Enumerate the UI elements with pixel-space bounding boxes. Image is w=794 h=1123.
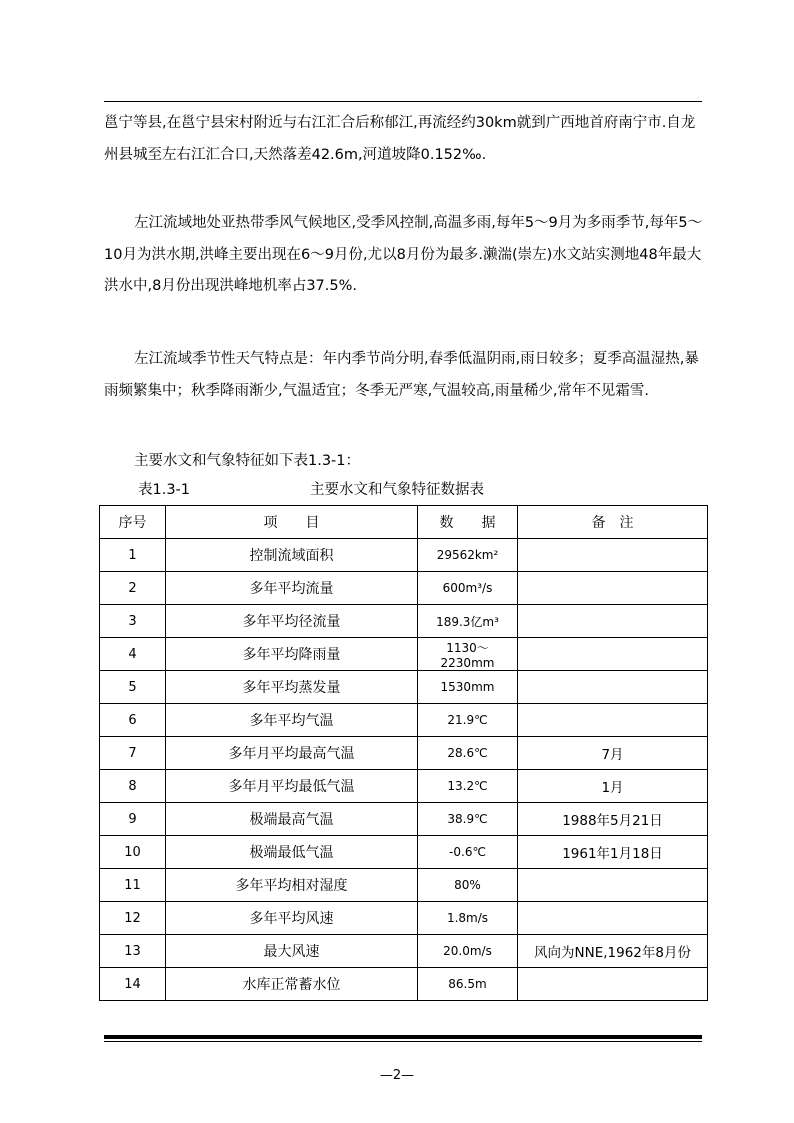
cell-value: 600m³/s xyxy=(418,572,518,605)
cell-item: 极端最高气温 xyxy=(166,803,418,836)
cell-note xyxy=(518,605,708,638)
cell-value: 189.3亿m³ xyxy=(418,605,518,638)
cell-item: 多年月平均最低气温 xyxy=(166,770,418,803)
header-note: 备 注 xyxy=(518,506,708,539)
cell-serial: 6 xyxy=(100,704,166,737)
page-number: —2— xyxy=(379,1068,415,1083)
cell-item: 多年平均风速 xyxy=(166,902,418,935)
table-caption xyxy=(104,478,708,502)
cell-serial: 14 xyxy=(100,968,166,1001)
cell-value: 86.5m xyxy=(418,968,518,1001)
table-row xyxy=(100,935,708,968)
cell-note: 风向为NNE,1962年8月份 xyxy=(518,935,708,968)
cell-value: 13.2℃ xyxy=(418,770,518,803)
cell-value: 21.9℃ xyxy=(418,704,518,737)
table-row xyxy=(100,704,708,737)
cell-note xyxy=(518,671,708,704)
cell-serial: 3 xyxy=(100,605,166,638)
cell-note: 7月 xyxy=(518,737,708,770)
table-caption-title: 主要水文和气象特征数据表 xyxy=(310,482,484,498)
table-row xyxy=(100,572,708,605)
cell-note: 1961年1月18日 xyxy=(518,836,708,869)
hydro-meteo-table xyxy=(99,505,708,1001)
table-row xyxy=(100,968,708,1001)
cell-note xyxy=(518,572,708,605)
cell-item: 多年平均流量 xyxy=(166,572,418,605)
paragraph-flood-season: 左江流域地处亚热带季风气候地区,受季风控制,高温多雨,每年5～9月为多雨季节,每年5～10月为洪水期,洪峰主要出现在6～9月份,尤以8月份为最多.濑湍(崇左)水文站实测地48年最大洪水中,8月份出现洪峰地机率占37.5%. xyxy=(104,215,703,294)
cell-serial: 1 xyxy=(100,539,166,572)
header-value: 数 据 xyxy=(418,506,518,539)
table-row xyxy=(100,869,708,902)
header-serial: 序号 xyxy=(100,506,166,539)
header-item: 项 目 xyxy=(166,506,418,539)
cell-value: 1130～ 2230mm xyxy=(418,638,518,671)
table-row xyxy=(100,902,708,935)
cell-value: 80% xyxy=(418,869,518,902)
cell-value: -0.6℃ xyxy=(418,836,518,869)
cell-item: 多年平均蒸发量 xyxy=(166,671,418,704)
cell-serial: 2 xyxy=(100,572,166,605)
paragraph-table-intro: 主要水文和气象特征如下表1.3-1： xyxy=(134,453,361,469)
table-row xyxy=(100,770,708,803)
cell-note xyxy=(518,704,708,737)
cell-note xyxy=(518,902,708,935)
cell-note xyxy=(518,638,708,671)
cell-serial: 11 xyxy=(100,869,166,902)
cell-note: 1月 xyxy=(518,770,708,803)
paragraph-river-course: 邕宁等县,在邕宁县宋村附近与右江汇合后称郁江,再流经约30km就到广西地首府南宁市.自龙州县城至左右江汇合口,天然落差42.6m,河道坡降0.152‰. xyxy=(104,115,696,163)
cell-item: 多年平均降雨量 xyxy=(166,638,418,671)
cell-item: 多年平均气温 xyxy=(166,704,418,737)
cell-value: 1.8m/s xyxy=(418,902,518,935)
cell-serial: 5 xyxy=(100,671,166,704)
cell-serial: 12 xyxy=(100,902,166,935)
table-row xyxy=(100,803,708,836)
footer-rule-thick xyxy=(104,1035,702,1039)
cell-value: 20.0m/s xyxy=(418,935,518,968)
cell-note xyxy=(518,968,708,1001)
cell-value: 28.6℃ xyxy=(418,737,518,770)
table-row xyxy=(100,605,708,638)
table-row xyxy=(100,836,708,869)
cell-value: 38.9℃ xyxy=(418,803,518,836)
paragraph-seasonal-weather: 左江流域季节性天气特点是：年内季节尚分明,春季低温阴雨,雨日较多；夏季高温湿热,暴雨频繁集中；秋季降雨渐少,气温适宜；冬季无严寒,气温较高,雨量稀少,常年不见霜雪. xyxy=(104,351,699,399)
table-row xyxy=(100,671,708,704)
cell-item: 极端最低气温 xyxy=(166,836,418,869)
table-caption-number: 表1.3-1 xyxy=(138,482,191,498)
cell-serial: 7 xyxy=(100,737,166,770)
cell-serial: 9 xyxy=(100,803,166,836)
table-header-row xyxy=(100,506,708,539)
header-rule xyxy=(104,101,702,102)
table-row xyxy=(100,737,708,770)
cell-item: 多年月平均最高气温 xyxy=(166,737,418,770)
cell-value: 29562km² xyxy=(418,539,518,572)
cell-serial: 13 xyxy=(100,935,166,968)
cell-note xyxy=(518,539,708,572)
cell-serial: 4 xyxy=(100,638,166,671)
cell-item: 最大风速 xyxy=(166,935,418,968)
cell-item: 水库正常蓄水位 xyxy=(166,968,418,1001)
table-row xyxy=(100,638,708,671)
cell-item: 多年平均相对湿度 xyxy=(166,869,418,902)
cell-serial: 10 xyxy=(100,836,166,869)
cell-value: 1530mm xyxy=(418,671,518,704)
footer-rule-thin xyxy=(104,1041,702,1042)
table-row xyxy=(100,539,708,572)
cell-item: 多年平均径流量 xyxy=(166,605,418,638)
cell-note: 1988年5月21日 xyxy=(518,803,708,836)
cell-item: 控制流域面积 xyxy=(166,539,418,572)
cell-serial: 8 xyxy=(100,770,166,803)
cell-note xyxy=(518,869,708,902)
